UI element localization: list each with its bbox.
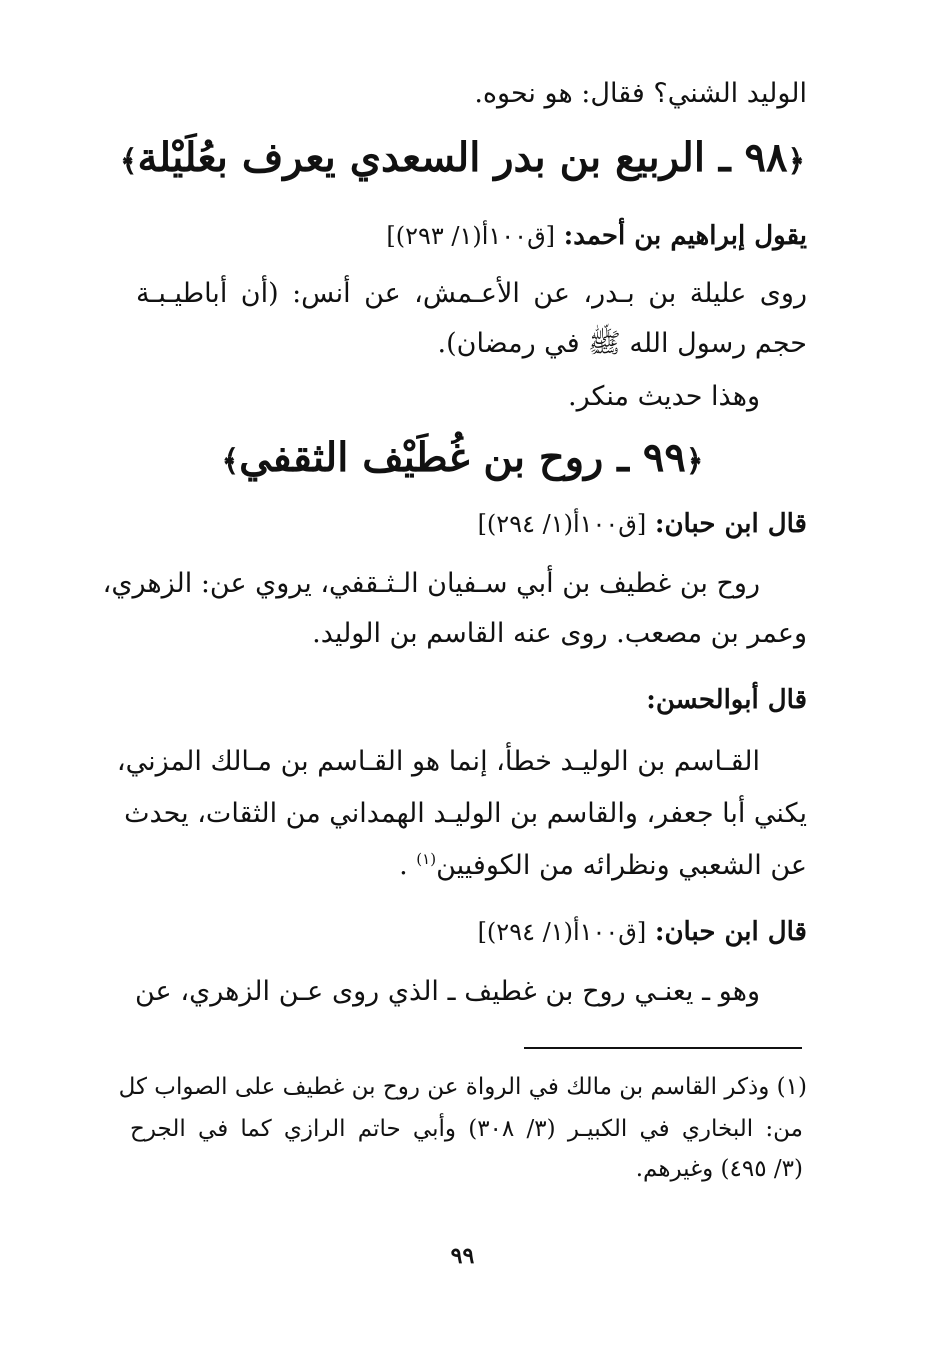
source-reference: [ق١٠٠أ(١/ ٢٩٤)] <box>477 510 647 538</box>
heading-close-ornament: ﴾ <box>119 144 138 179</box>
footnote-line-3: (٣/ ٤٩٥) وغيرهم. <box>635 1156 803 1182</box>
source-label: قال ابن حبان: <box>654 917 807 947</box>
footnote-separator <box>524 1047 802 1049</box>
entry-98-source <box>130 222 807 249</box>
heading-open-ornament: ﴿ <box>787 144 806 179</box>
entry-98-remark: وهذا حديث منكر. <box>567 381 760 412</box>
entry-98-heading <box>0 134 925 181</box>
footnote-line-2: من: البخاري في الكبيـر (٣/ ٣٠٨) وأبي حاتم الرازي كما في الجرح <box>130 1116 804 1142</box>
source-reference: [ق١٠٠أ(١/ ٢٩٤)] <box>477 918 647 946</box>
entry-98-text-line-2: حجم رسول الله ﷺ في رمضان). <box>437 328 807 359</box>
page-number: ٩٩ <box>450 1243 475 1269</box>
entry-99-text-3-line-1: وهو ـ يعنـي روح بن غطيف ـ الذي روى عـن الزهري، عن <box>135 976 760 1007</box>
entry-99-text-2-line-1: القـاسم بن الوليـد خطأ، إنما هو القـاسم بن مـالك المزني، <box>116 746 760 777</box>
entry-99-text-2-line-3 <box>130 852 807 879</box>
source-label: قال ابن حبان: <box>654 509 807 539</box>
heading-close-ornament: ﴾ <box>221 444 240 479</box>
entry-98-text-line-1: روى عليلة بن بـدر، عن الأعـمش، عن أنس: (أن أباطيـبـة <box>136 278 807 309</box>
footnote-marker: (١) <box>416 850 437 868</box>
line-end: . <box>399 850 408 881</box>
entry-99-text-1-line-1: روح بن غطيف بن أبي سـفيان الـثـقفي، يروي عن: الزهري، <box>102 568 760 599</box>
entry-98-title: ٩٨ ـ الربيع بن بدر السعدي يعرف بعُلَيْلة <box>137 134 788 181</box>
entry-99-heading <box>0 434 925 481</box>
heading-open-ornament: ﴿ <box>685 444 704 479</box>
top-continuation-line: الوليد الشني؟ فقال: هو نحوه. <box>474 78 807 109</box>
source-label: قال أبوالحسن: <box>646 685 807 715</box>
line-text: عن الشعبي ونظرائه من الكوفيين <box>436 850 807 881</box>
entry-99-source-2 <box>130 686 807 713</box>
entry-99-text-1-line-2: وعمر بن مصعب. روى عنه القاسم بن الوليد. <box>312 618 807 649</box>
source-label: يقول إبراهيم بن أحمد: <box>563 221 807 251</box>
entry-99-source-3 <box>130 918 807 945</box>
entry-99-source-1 <box>130 510 807 537</box>
footnote-line-1: (١) وذكر القاسم بن مالك في الرواة عن روح بن غطيف على الصواب كل <box>118 1074 807 1100</box>
entry-99-title: ٩٩ ـ روح بن غُطَيْف الثقفي <box>239 434 686 481</box>
entry-99-text-2-line-2: يكني أبا جعفر، والقاسم بن الوليـد الهمداني من الثقات، يحدث <box>124 798 807 829</box>
source-reference: [ق١٠٠أ(١/ ٢٩٣)] <box>386 222 556 250</box>
